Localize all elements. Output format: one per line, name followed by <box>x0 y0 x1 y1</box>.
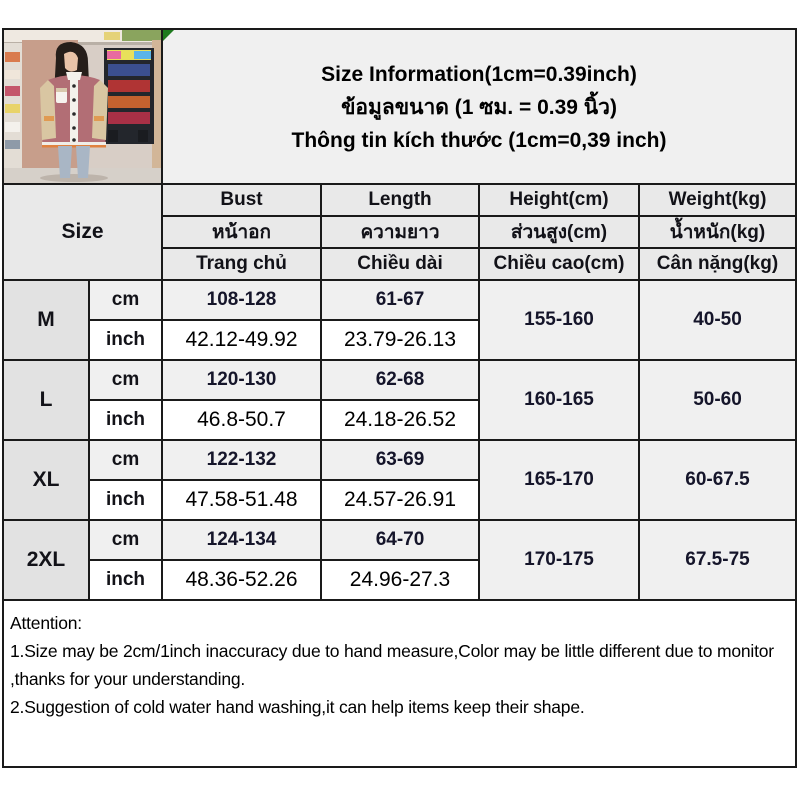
unit-label-cm: cm <box>90 521 161 559</box>
header-bust-vi: Trang chủ <box>163 249 320 279</box>
unit-label-cm: cm <box>90 281 161 319</box>
attention-note-1: 1.Size may be 2cm/1inch inaccuracy due to hand measure,Color may be little different due to monitor ,thanks for your understanding. <box>10 641 774 689</box>
bust-cm-xl: 122-132 <box>163 441 320 479</box>
header-weight-vi: Cân nặng(kg) <box>640 249 795 279</box>
unit-label-inch: inch <box>90 481 161 519</box>
length-cm-l: 62-68 <box>322 361 478 399</box>
bust-inch-xl: 47.58-51.48 <box>163 481 320 519</box>
weight-m: 40-50 <box>640 281 795 359</box>
header-height-th: ส่วนสูง(cm) <box>480 217 638 247</box>
length-inch-l: 24.18-26.52 <box>322 401 478 439</box>
bust-cm-m: 108-128 <box>163 281 320 319</box>
height-2xl: 170-175 <box>480 521 638 599</box>
unit-label-inch: inch <box>90 321 161 359</box>
title-english: Size Information(1cm=0.39inch) <box>321 63 637 86</box>
header-weight-th: น้ำหนัก(kg) <box>640 217 795 247</box>
header-length-th: ความยาว <box>322 217 478 247</box>
weight-l: 50-60 <box>640 361 795 439</box>
attention-block <box>4 601 795 766</box>
unit-label-inch: inch <box>90 401 161 439</box>
header-length-en: Length <box>322 185 478 215</box>
bust-cm-2xl: 124-134 <box>163 521 320 559</box>
size-label-l: L <box>4 361 88 439</box>
product-photo <box>4 30 161 183</box>
length-inch-xl: 24.57-26.91 <box>322 481 478 519</box>
unit-label-cm: cm <box>90 361 161 399</box>
length-cm-m: 61-67 <box>322 281 478 319</box>
unit-label-inch: inch <box>90 561 161 599</box>
bust-inch-l: 46.8-50.7 <box>163 401 320 439</box>
title-thai: ข้อมูลขนาด (1 ซม. = 0.39 นิ้ว) <box>341 96 617 119</box>
size-label-xl: XL <box>4 441 88 519</box>
unit-label-cm: cm <box>90 441 161 479</box>
size-label-2xl: 2XL <box>4 521 88 599</box>
height-xl: 165-170 <box>480 441 638 519</box>
title-block <box>163 30 795 183</box>
attention-heading: Attention: <box>10 613 82 633</box>
weight-xl: 60-67.5 <box>640 441 795 519</box>
header-height-vi: Chiều cao(cm) <box>480 249 638 279</box>
bust-cm-l: 120-130 <box>163 361 320 399</box>
attention-note-2: 2.Suggestion of cold water hand washing,it can help items keep their shape. <box>10 697 585 717</box>
height-m: 155-160 <box>480 281 638 359</box>
green-corner-marker-icon <box>163 30 174 41</box>
bust-inch-2xl: 48.36-52.26 <box>163 561 320 599</box>
weight-2xl: 67.5-75 <box>640 521 795 599</box>
title-vietnamese: Thông tin kích thước (1cm=0,39 inch) <box>291 129 667 152</box>
header-bust-th: หน้าอก <box>163 217 320 247</box>
length-cm-xl: 63-69 <box>322 441 478 479</box>
header-bust-en: Bust <box>163 185 320 215</box>
size-column-header: Size <box>4 185 161 279</box>
bust-inch-m: 42.12-49.92 <box>163 321 320 359</box>
product-photo-illustration <box>4 30 161 183</box>
length-inch-m: 23.79-26.13 <box>322 321 478 359</box>
size-chart-table <box>2 28 797 768</box>
header-weight-en: Weight(kg) <box>640 185 795 215</box>
length-cm-2xl: 64-70 <box>322 521 478 559</box>
size-label-m: M <box>4 281 88 359</box>
header-length-vi: Chiều dài <box>322 249 478 279</box>
header-height-en: Height(cm) <box>480 185 638 215</box>
length-inch-2xl: 24.96-27.3 <box>322 561 478 599</box>
height-l: 160-165 <box>480 361 638 439</box>
